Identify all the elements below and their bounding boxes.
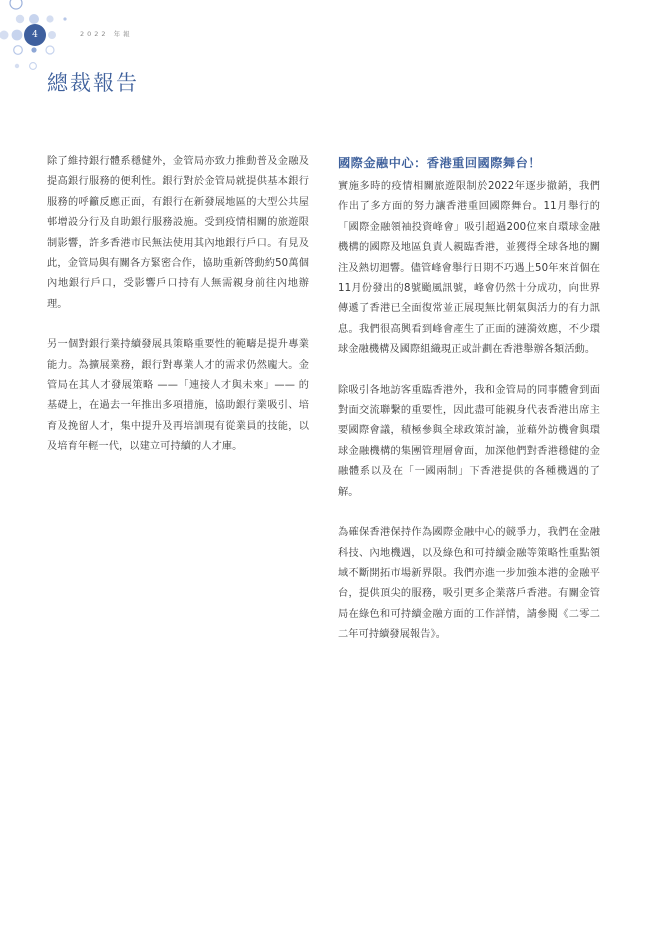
- decor-dot: [48, 31, 56, 39]
- decor-ring: [46, 46, 54, 54]
- decor-dot: [15, 64, 19, 68]
- decor-dot: [0, 31, 9, 40]
- decor-dot: [46, 15, 53, 22]
- decor-dot: [63, 17, 66, 20]
- decor-ring: [10, 0, 22, 9]
- section-heading: 國際金融中心：香港重回國際舞台！: [338, 156, 541, 170]
- decor-ring: [14, 46, 23, 55]
- right-column: [338, 152, 600, 666]
- left-column: [47, 152, 309, 478]
- body-paragraph: 另一個對銀行業持續發展具策略重要性的範疇是提升專業能力。為擴展業務，銀行對專業人才的需求仍然龐大。金管局在其人才發展策略 ——「連接人才與未來」—— 的基礎上，在過去一年推出多項措施，協助銀行業吸引、培育及挽留人才，集中提升及再培訓現有從業員的技能，以及培育年輕一代，以建立可持續的人才庫。: [47, 339, 309, 453]
- page-title: 總裁報告: [47, 71, 139, 95]
- decor-dot: [31, 47, 36, 52]
- decor-ring: [30, 63, 37, 70]
- decor-dot: [16, 15, 24, 23]
- decor-dot: [29, 14, 39, 24]
- body-paragraph: 除吸引各地訪客重臨香港外，我和金管局的同事體會到面對面交流聯繫的重要性，因此盡可能親身代表香港出席主要國際會議，積極參與全球政策討論，並藉外訪機會與環球金融機構的集團管理層會面，加深他們對香港穩健的金融體系以及在「一國兩制」下香港提供的各種機遇的了解。: [338, 384, 600, 498]
- page-number-badge: 4: [24, 24, 46, 46]
- body-paragraph: 實施多時的疫情相關旅遊限制於2022年逐步撤銷，我們作出了多方面的努力讓香港重回國際舞台。11月舉行的「國際金融領袖投資峰會」吸引超過200位來自環球金融機構的國際及地區負責人親臨香港，並獲得全球各地的關注及熱切迴響。儘管峰會舉行日期不巧遇上50年來首個在11月份發出的8號颱風訊號，峰會仍然十分成功，向世界傳遞了香港已全面復常並正展現無比朝氣與活力的有力訊息。我們很高興看到峰會產生了正面的漣漪效應，不少環球金融機構及國際組織現正或計劃在香港舉辦各類活動。: [338, 181, 600, 356]
- running-header: 2022 年報: [80, 30, 133, 38]
- body-paragraph: 除了維持銀行體系穩健外，金管局亦致力推動普及金融及提高銀行服務的便利性。銀行對於金管局就提供基本銀行服務的呼籲反應正面，有銀行在新發展地區的大型公共屋邨增設分行及自助銀行服務設施。受到疫情相關的旅遊限制影響，許多香港市民無法使用其內地銀行戶口。有見及此，金管局與有關各方緊密合作，協助重新啓動約50萬個內地銀行戶口，受影響戶口持有人無需親身前往內地辦理。: [47, 156, 309, 310]
- body-paragraph: 為確保香港保持作為國際金融中心的競爭力，我們在金融科技、內地機遇，以及綠色和可持續金融等策略性重點領域不斷開拓市場新界限。我們亦進一步加強本港的金融平台，提供頂尖的服務，吸引更多企業落戶香港。有關金管局在綠色和可持續金融方面的工作詳情，請參閱《二零二二年可持續發展報告》。: [338, 527, 600, 641]
- decor-dot: [12, 30, 23, 41]
